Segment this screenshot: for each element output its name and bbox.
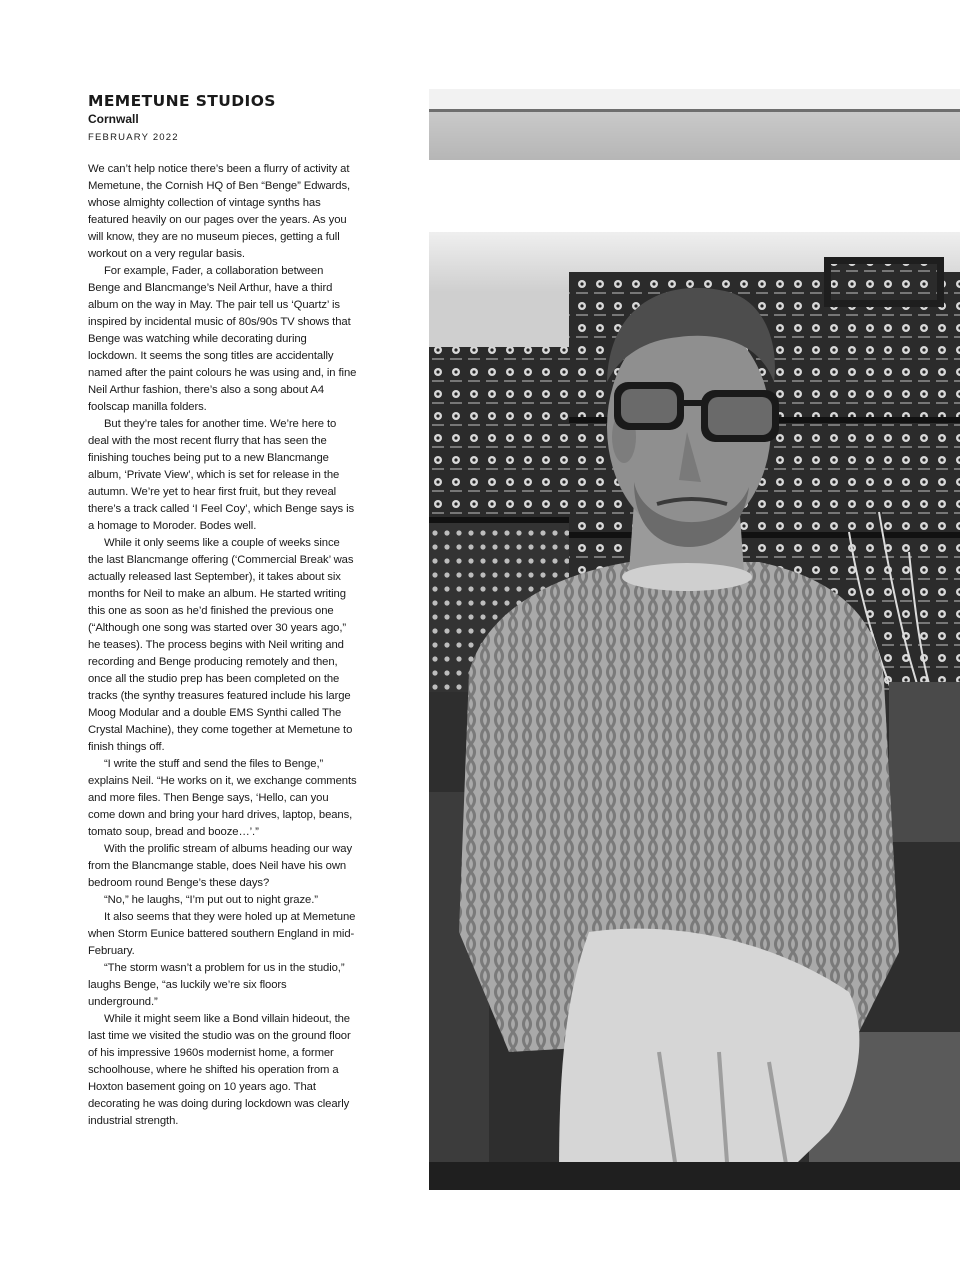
article-paragraph: But they’re tales for another time. We’re here to deal with the most recent flurry that has seen the finishing touches being put to a new Blancmange album, ‘Private View’, which is set for release in the autumn. We’re yet to hear first fruit, but they reveal there’s a track called ‘I Feel Coy’, which Benge says is a homage to Moroder. Bodes well. (88, 418, 355, 532)
article-paragraph: “No,” he laughs, “I’m put out to night graze.” (104, 894, 318, 906)
page-title: MEMETUNE STUDIOS (88, 92, 276, 110)
studio-portrait-photo (429, 232, 960, 1190)
portrait-illustration (429, 232, 960, 1190)
article-column (88, 92, 358, 1130)
article-paragraph: For example, Fader, a collaboration between Benge and Blancmange’s Neil Arthur, have a third album on the way in May. The pair tell us ‘Quartz’ is inspired by incidental music of 80s/90s TV shows that Benge was watching while decorating during lockdown. It seems the song titles are accidentally named after the paint colours he was using and, in fine Neil Arthur fashion, there’s also a song about A4 foolscap manilla folders. (88, 265, 357, 413)
article-paragraph: We can’t help notice there’s been a flurry of activity at Memetune, the Cornish HQ of Ben “Benge” Edwards, whose almighty collection of vintage synths has featured heavily on our pages over the years. As you will know, they are no museum pieces, getting a full workout on a very regular basis. (88, 163, 351, 260)
article-body (88, 161, 358, 1130)
article-paragraph: It also seems that they were holed up at Memetune when Storm Eunice battered southern England in mid-February. (88, 911, 356, 957)
article-paragraph: “The storm wasn’t a problem for us in the studio,” laughs Benge, “as luckily we’re six floors underground.” (88, 962, 345, 1008)
article-paragraph: “I write the stuff and send the files to Benge,” explains Neil. “He works on it, we exchange comments and more files. Then Benge says, ‘Hello, can you come down and bring your hard drives, laptop, beans, tomato soup, bread and booze…’.” (88, 758, 357, 838)
article-paragraph: With the prolific stream of albums heading our way from the Blancmange stable, does Neil have his own bedroom round Benge’s these days? (88, 843, 353, 889)
location-label: Cornwall (88, 112, 139, 126)
article-paragraph: While it might seem like a Bond villain hideout, the last time we visited the studio was on the ground floor of his impressive 1960s modernist home, a former schoolhouse, where he shifted his operation from a Hoxton basement going on 10 years ago. That decorating he was doing during lockdown was clearly industrial strength. (88, 1013, 351, 1127)
date-label: FEBRUARY 2022 (88, 132, 179, 143)
article-paragraph: While it only seems like a couple of weeks since the last Blancmange offering (‘Commercial Break’ was actually released last September), it takes about six months for Neil to make an album. He started writing this one as soon as he’d finished the previous one (“Although one song was started over 30 years ago,” he teases). The process begins with Neil writing and recording and Benge producing remotely and then, once all the studio prep has been completed on the tracks (the synthy treasures featured include his large Moog Modular and a double EMS Synthi called The Crystal Machine), they come together at Memetune to finish things off. (88, 537, 354, 753)
studio-ceiling-photo-strip (429, 89, 960, 160)
